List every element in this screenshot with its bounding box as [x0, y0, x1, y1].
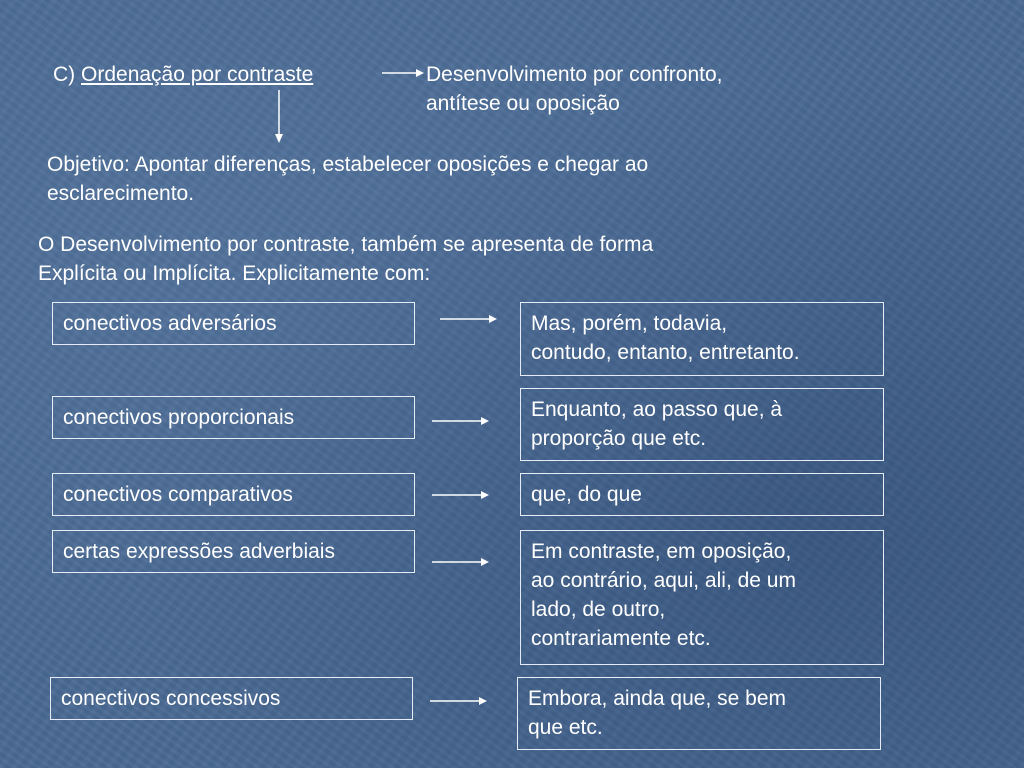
- right-box-adversative: [520, 302, 884, 376]
- left-box-label: conectivos concessivos: [61, 687, 281, 710]
- right-box-line: proporção que etc.: [531, 427, 707, 450]
- right-box-concessive: [517, 677, 881, 750]
- header-result-line2: antítese ou oposição: [426, 92, 620, 115]
- intro-line1: O Desenvolvimento por contraste, também se apresenta de forma: [38, 233, 654, 256]
- section-title: Ordenação por contraste: [81, 63, 314, 86]
- right-box-line: Enquanto, ao passo que, à: [531, 398, 783, 421]
- left-box-label: conectivos proporcionais: [63, 406, 295, 429]
- section-heading: [53, 60, 313, 89]
- left-box-concessive: [50, 677, 413, 720]
- right-box-line: Mas, porém, todavia,: [531, 312, 728, 335]
- objective-text: [47, 150, 648, 208]
- left-box-proportional: [52, 396, 415, 439]
- header-result-line1: Desenvolvimento por confronto,: [426, 63, 723, 86]
- left-box-comparative: [52, 473, 415, 516]
- right-box-line: contrariamente etc.: [531, 627, 711, 650]
- row-arrow-right-icon: [430, 555, 490, 569]
- section-prefix: C): [53, 63, 76, 86]
- row-arrow-right-icon: [430, 488, 490, 502]
- left-box-adversative: [52, 302, 415, 345]
- objective-line1: Objetivo: Apontar diferenças, estabelecer oposições e chegar ao: [47, 153, 649, 176]
- right-box-line: Embora, ainda que, se bem: [528, 687, 786, 710]
- left-box-adverbial: [52, 530, 415, 573]
- row-arrow-right-icon: [428, 694, 488, 708]
- right-box-line: que, do que: [531, 483, 642, 506]
- right-box-line: Em contraste, em oposição,: [531, 540, 792, 563]
- right-box-line: contudo, entanto, entretanto.: [531, 341, 800, 364]
- row-arrow-right-icon: [438, 312, 498, 326]
- left-box-label: certas expressões adverbiais: [63, 540, 335, 563]
- header-arrow-down-icon: [271, 88, 287, 144]
- right-box-comparative: [520, 473, 884, 516]
- header-arrow-right-icon: [380, 66, 424, 80]
- right-box-adverbial: [520, 530, 884, 665]
- left-box-label: conectivos adversários: [63, 312, 277, 335]
- header-result: [426, 60, 723, 118]
- intro-line2: Explícita ou Implícita. Explicitamente com:: [38, 262, 431, 285]
- right-box-line: lado, de outro,: [531, 598, 666, 621]
- left-box-label: conectivos comparativos: [63, 483, 293, 506]
- right-box-line: que etc.: [528, 716, 603, 739]
- objective-line2: esclarecimento.: [47, 182, 195, 205]
- right-box-line: ao contrário, aqui, ali, de um: [531, 569, 796, 592]
- intro-text: [38, 230, 653, 288]
- right-box-proportional: [520, 388, 884, 461]
- row-arrow-right-icon: [430, 414, 490, 428]
